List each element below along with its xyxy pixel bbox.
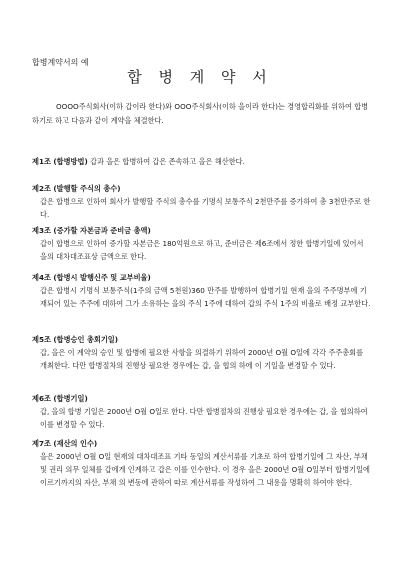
article-7 xyxy=(32,437,372,489)
article-1 xyxy=(32,155,372,168)
article-2-heading: 제2조 (발행할 주식의 총수) xyxy=(32,184,121,193)
article-6 xyxy=(32,392,372,431)
article-2-body: 갑은 합병으로 인하여 회사가 발행할 주식의 총수를 기명식 보통주식 2천만주를 증가하여 총 3천만주로 한다. xyxy=(40,197,371,219)
article-7-body: 을은 2000년 O월 O일 현재의 대차대조표 기타 동일의 계산서류를 기초로 하여 합병기일에 그 자산, 부채 및 권리 의무 일체를 갑에게 인계하고 갑은 이를 인수한다. 이 경우 을은 2000년 O월 O일부터 합병기일에 이르기까지의 자산, 부채 의 변동에 관하여 따로 계산서류를 작성하여 그 내용을 명확히 하여야 한다. xyxy=(40,452,371,487)
document-kicker: 합병계약서의 예 xyxy=(32,58,89,67)
article-4 xyxy=(32,271,372,310)
article-5-heading: 제5조 (합병승인 총회기일) xyxy=(32,335,119,344)
article-7-heading: 제7조 (재산의 인수) xyxy=(32,439,98,448)
article-3-body: 갑이 합병으로 인하여 증가할 자본금은 180억원으로 하고, 준비금은 제6조에서 정한 합병기일에 있어서 을의 대차대조표상 금액으로 한다. xyxy=(40,239,364,261)
article-6-heading: 제6조 (합병기일) xyxy=(32,394,88,403)
article-3-heading: 제3조 (증가할 자본금과 준비금 총액) xyxy=(32,226,151,235)
article-6-body: 갑, 을의 합병 기일은 2000년 O월 O일로 한다. 다만 합병절차의 진행상 필요한 경우에는 갑, 을 협의하여 이를 변경할 수 있다. xyxy=(40,407,368,429)
article-3 xyxy=(32,224,372,263)
article-4-heading: 제4조 (합병시 발행신주 및 교부비율) xyxy=(32,273,151,282)
article-5 xyxy=(32,333,372,372)
article-4-body: 갑은 합병시 기명식 보통주식(1주의 금액 5천원)360 만주를 발행하여 합병기일 현재 을의 주주명부에 기재되어 있는 주주에 대하여 그가 소유하는 을의 주식 1주에 대하여 갑의 주식 1주의 비율로 배정 교부한다. xyxy=(40,286,371,308)
intro-text: OOOO주식회사(이하 갑이라 한다)와 OOO주식회사(이하 을이라 한다)는 경영합리화를 위하여 합병하기로 하고 다음과 같이 계약을 체결한다. xyxy=(32,102,369,125)
article-2 xyxy=(32,182,372,221)
document-title: 합 병 계 약 서 xyxy=(127,68,273,86)
intro-paragraph xyxy=(32,100,372,127)
article-1-body: 갑과 을은 합병하여 갑은 존속하고 을은 해산한다. xyxy=(90,157,245,166)
article-1-heading: 제1조 (합병방법) xyxy=(32,157,88,166)
article-5-body: 갑, 을은 이 계약의 승인 및 합병에 필요한 사항을 의결하기 위하여 2000년 O월 O일에 각각 주주총회를 개최한다. 다만 합병절차의 진행상 필요한 경우에는 갑, 을 협의 하에 이 기일을 변경할 수 있다. xyxy=(40,348,364,370)
